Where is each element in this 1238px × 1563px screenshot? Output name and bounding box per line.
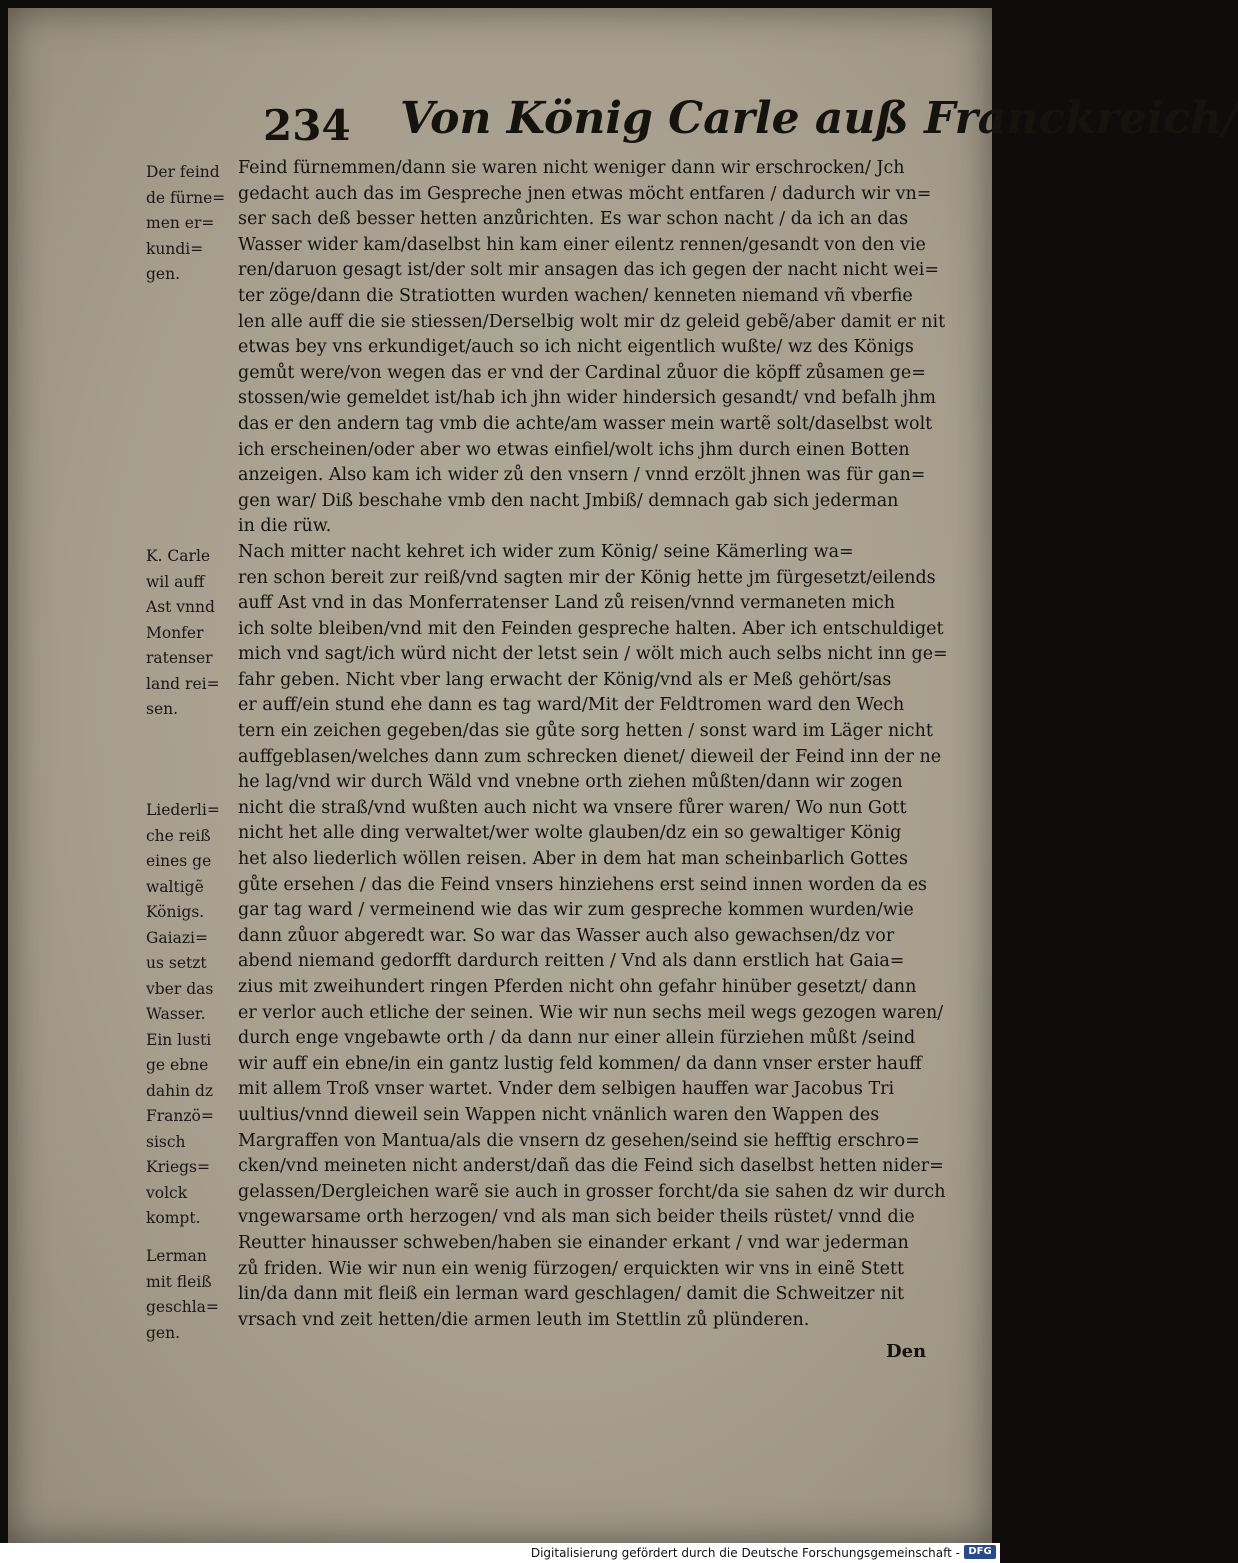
margin-note-line: Wasser.	[146, 1005, 206, 1023]
margin-note-line: men er=	[146, 214, 215, 232]
margin-note-line: K. Carle	[146, 547, 211, 565]
body-line: auffgeblasen/welches dann zum schrecken dienet/ dieweil der Feind inn der ne	[238, 746, 942, 767]
body-line: lin/da dann mit fleiß ein lerman ward geschlagen/ damit die Schweitzer nit	[238, 1284, 904, 1305]
margin-note-line: Liederli=	[146, 801, 220, 819]
body-line: fahr geben. Nicht vber lang erwacht der König/vnd als er Meß gehört/sas	[238, 669, 892, 690]
body-line: ren schon bereit zur reiß/vnd sagten mir der König hette jm fürgesetzt/eilends	[238, 567, 936, 588]
margin-note-line: gen.	[146, 1323, 181, 1342]
body-line: len alle auff die sie stiessen/Derselbig wolt mir dz geleid gebẽ/aber damit er nit	[238, 311, 946, 332]
body-line: etwas bey vns erkundiget/auch so ich nicht eigentlich wußte/ wz des Königs	[238, 337, 914, 358]
body-line: Nach mitter nacht kehret ich wider zum König/ seine Kämerling wa=	[238, 541, 854, 562]
body-line: gen war/ Diß beschahe vmb den nacht Jmbiß/ demnach gab sich jederman	[238, 490, 899, 511]
margin-note-line: Der feind	[146, 163, 220, 181]
catchword: Den	[886, 1341, 927, 1362]
margin-note-line: Lerman	[146, 1247, 207, 1265]
margin-notes	[8, 8, 238, 1543]
margin-note-line: kundi=	[146, 239, 204, 258]
margin-note-4	[146, 1244, 238, 1346]
margin-note-line: dahin dz	[146, 1081, 214, 1100]
body-line: auff Ast vnd in das Monferratenser Land zů reisen/vnnd vermaneten mich	[238, 593, 896, 614]
body-line: Margraffen von Mantua/als die vnsern dz gesehen/seind sie hefftig erschro=	[238, 1130, 920, 1151]
body-line: mich vnd sagt/ich würd nicht der letst sein / wölt mich auch selbs nicht inn ge=	[238, 644, 948, 665]
book-page	[8, 8, 1238, 1543]
margin-note-line: ge ebne	[146, 1056, 209, 1074]
margin-note-1	[146, 160, 238, 288]
footer-credit: Digitalisierung gefördert durch die Deutsche Forschungsgemeinschaft -	[530, 1546, 960, 1560]
margin-note-line: de fürne=	[146, 188, 226, 207]
body-line: cken/vnd meineten nicht anderst/dañ das die Feind sich daselbst hetten nider=	[238, 1156, 944, 1177]
body-line: vrsach vnd zeit hetten/die armen leuth im Stettlin zů plünderen.	[238, 1309, 810, 1330]
body-line: Feind fürnemmen/dann sie waren nicht weniger dann wir erschrocken/ Jch	[238, 158, 905, 178]
body-line: durch enge vngebawte orth / da dann nur einer allein fürziehen můßt /seind	[238, 1028, 916, 1049]
body-line: ser sach deß besser hetten anzůrichten. Es war schon nacht / da ich an das	[238, 209, 909, 230]
running-title: Von König Carle auß Franckreich/	[400, 93, 1238, 144]
margin-note-line: che reiß	[146, 826, 211, 845]
body-line: wir auff ein ebne/in ein gantz lustig feld kommen/ da dann vnser erster hauff	[238, 1053, 922, 1074]
body-line: Reutter hinausser schweben/haben sie einander erkant / vnd war jederman	[238, 1232, 909, 1253]
body-line: nicht die straß/vnd wußten auch nicht wa vnsere fůrer waren/ Wo nun Gott	[238, 797, 907, 818]
body-line: abend niemand gedorfft dardurch reitten / Vnd als dann erstlich hat Gaia=	[238, 951, 905, 972]
margin-note-line: Königs.	[146, 903, 205, 921]
body-line: in die rüw.	[238, 516, 332, 537]
margin-note-line: waltigẽ	[146, 877, 204, 896]
margin-note-3	[146, 798, 238, 1232]
body-line: tern ein zeichen gegeben/das sie gůte sorg hetten / sonst ward im Läger nicht	[238, 721, 933, 742]
margin-note-line: volck	[146, 1183, 188, 1202]
margin-note-line: Gaiazi=	[146, 928, 208, 947]
margin-note-line: geschla=	[146, 1298, 219, 1316]
margin-note-line: ratenser	[146, 649, 213, 667]
margin-note-line: Franzö=	[146, 1107, 214, 1125]
margin-note-line: land rei=	[146, 674, 220, 693]
margin-note-line: mit fleiß	[146, 1272, 212, 1291]
body-line: ich solte bleiben/vnd mit den Feinden gespreche halten. Aber ich entschuldiget	[238, 618, 944, 639]
body-line: nicht het alle ding verwaltet/wer wolte glauben/dz ein so gewaltiger König	[238, 823, 902, 844]
body-line: stossen/wie gemeldet ist/hab ich jhn wider hindersich gesandt/ vnd befalh jhm	[238, 388, 936, 409]
body-line: ren/daruon gesagt ist/der solt mir ansagen das ich gegen der nacht nicht wei=	[238, 260, 939, 281]
margin-note-line: gen.	[146, 265, 181, 283]
margin-note-line: Ast vnnd	[146, 598, 215, 616]
body-line: anzeigen. Also kam ich wider zů den vnsern / vnnd erzölt jhnen was für gan=	[238, 465, 926, 486]
margin-note-line: wil auff	[146, 572, 205, 591]
body-line: er verlor auch etliche der seinen. Wie wir nun sechs meil wegs gezogen waren/	[238, 1002, 944, 1023]
body-line: gemůt were/von wegen das er vnd der Cardinal zůuor die köpff zůsamen ge=	[238, 362, 926, 383]
margin-note-line: vber das	[146, 979, 214, 998]
margin-note-line: sisch	[146, 1132, 186, 1151]
margin-note-line: eines ge	[146, 852, 212, 870]
margin-note-line: us setzt	[146, 954, 207, 972]
body-line: gelassen/Dergleichen warẽ sie auch in grosser forcht/da sie sahen dz wir durch	[238, 1181, 946, 1202]
body-line: ich erscheinen/oder aber wo etwas einfiel/wolt ichs jhm durch einen Botten	[238, 439, 910, 460]
margin-note-line: Kriegs=	[146, 1158, 210, 1176]
margin-note-line: Ein lusti	[146, 1030, 212, 1049]
body-line: dann zůuor abgeredt war. So war das Wasser auch also gewachsen/dz vor	[238, 925, 895, 946]
body-line: gůte ersehen / das die Feind vnsers hinziehens erst seind innen worden da es	[238, 874, 928, 895]
body-line: zius mit zweihundert ringen Pferden nicht ohn gefahr hinüber gesetzt/ dann	[238, 977, 917, 997]
body-line: uultius/vnnd dieweil sein Wappen nicht vnänlich waren den Wappen des	[238, 1104, 880, 1125]
margin-note-line: Monfer	[146, 623, 204, 642]
body-line: vngewarsame orth herzogen/ vnd als man sich beider theils rüstet/ vnnd die	[238, 1207, 915, 1228]
body-line: mit allem Troß vnser wartet. Vnder dem selbigen hauffen war Jacobus Tri	[238, 1079, 895, 1100]
margin-note-line: kompt.	[146, 1209, 201, 1227]
body-line: Wasser wider kam/daselbst hin kam einer eilentz rennen/gesandt von den vie	[238, 234, 926, 255]
dfg-logo-icon: DFG	[964, 1545, 996, 1559]
digitization-footer	[0, 1543, 1000, 1563]
body-line: het also liederlich wöllen reisen. Aber in dem hat man scheinbarlich Gottes	[238, 849, 909, 870]
body-line: er auff/ein stund ehe dann es tag ward/Mit der Feldtromen ward den Wech	[238, 695, 905, 716]
margin-note-2	[146, 544, 238, 723]
body-text	[238, 156, 976, 1333]
body-line: das er den andern tag vmb die achte/am wasser mein wartẽ solt/daselbst wolt	[238, 413, 933, 434]
body-line: he lag/vnd wir durch Wäld vnd vnebne orth ziehen můßten/dann wir zogen	[238, 772, 903, 793]
body-line: zů friden. Wie wir nun ein wenig fürzogen/ erquickten wir vns in einẽ Stett	[238, 1258, 905, 1279]
margin-note-line: sen.	[146, 700, 179, 718]
body-line: gar tag ward / vermeinend wie das wir zum gespreche kommen wurden/wie	[238, 900, 914, 921]
page-number: 234	[263, 101, 351, 150]
body-line: gedacht auch das im Gespreche jnen etwas möcht entfaren / dadurch wir vn=	[238, 183, 932, 204]
body-line: ter zöge/dann die Stratiotten wurden wachen/ kenneten niemand vñ vberfie	[238, 285, 913, 306]
